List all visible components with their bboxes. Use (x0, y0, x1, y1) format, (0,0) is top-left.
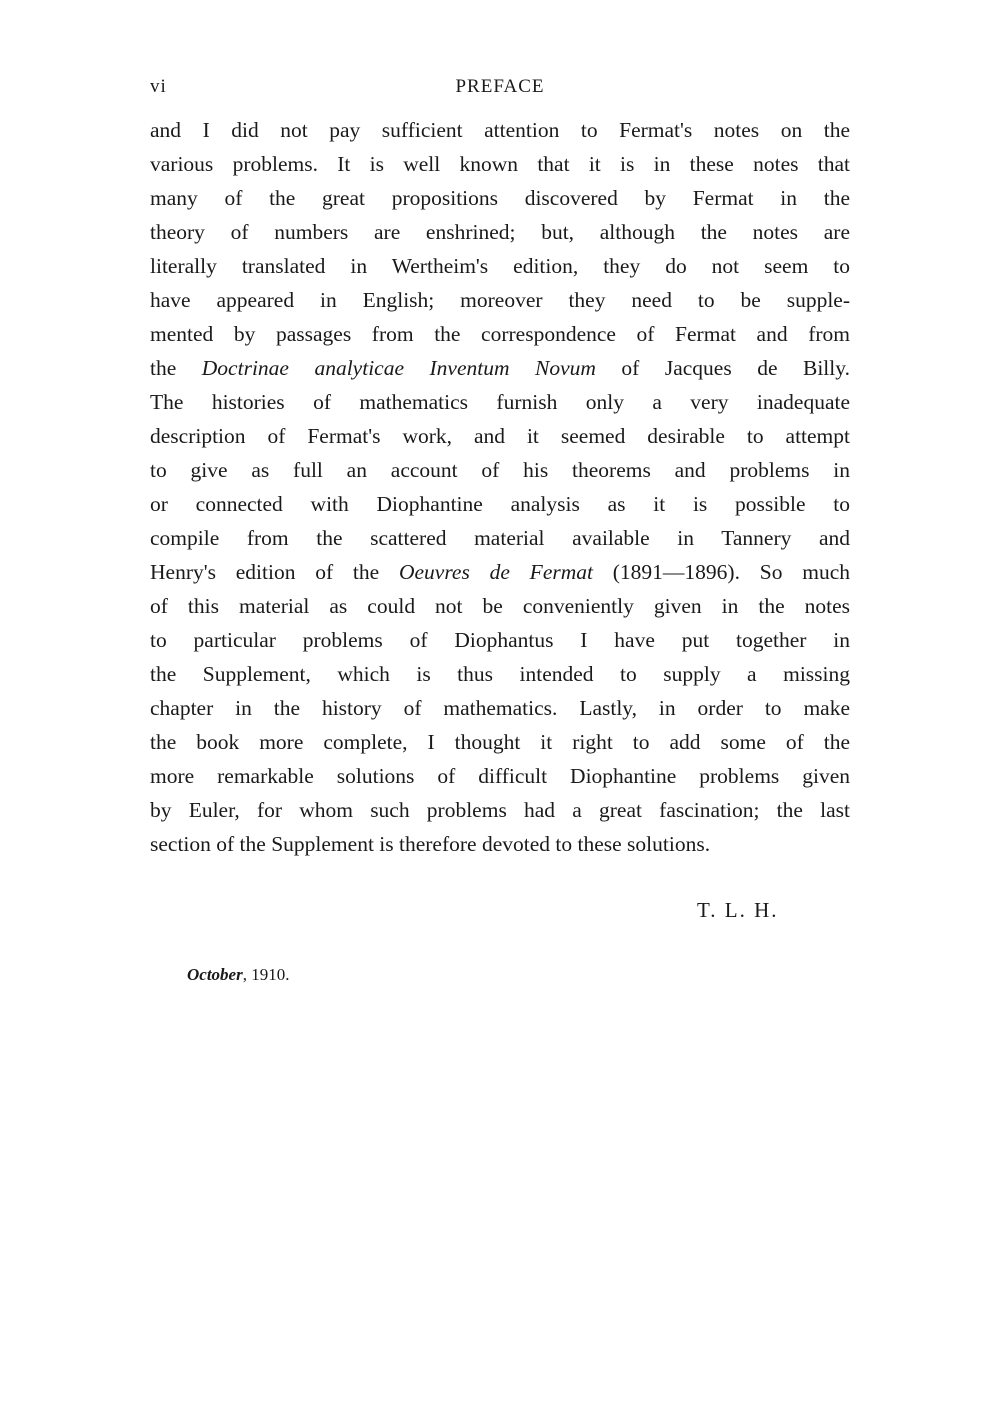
text-line: literally translated in Wertheim's edition, they do not seem to (150, 254, 850, 278)
running-head (150, 76, 850, 100)
text-line: chapter in the history of mathematics. Lastly, in order to make (150, 696, 850, 720)
text-line: mented by passages from the correspondence of Fermat and from (150, 322, 850, 346)
text-line: of this material as could not be conveniently given in the notes (150, 594, 850, 618)
text-line: the Doctrinae analyticae Inventum Novum of Jacques de Billy. (150, 356, 850, 380)
text-line: The histories of mathematics furnish only a very inadequate (150, 390, 850, 414)
text-line: theory of numbers are enshrined; but, although the notes are (150, 220, 850, 244)
text-line: and I did not pay sufficient attention to Fermat's notes on the (150, 118, 850, 142)
text-line: more remarkable solutions of difficult Diophantine problems given (150, 764, 850, 788)
book-title-italic: Doctrinae analyticae Inventum Novum (201, 356, 596, 380)
date-month: October (187, 965, 243, 984)
text-line: section of the Supplement is therefore devoted to these solutions. (150, 832, 711, 856)
text-line: description of Fermat's work, and it seemed desirable to attempt (150, 424, 850, 448)
text-line: or connected with Diophantine analysis as it is possible to (150, 492, 850, 516)
text-line: the book more complete, I thought it right to add some of the (150, 730, 850, 754)
preface-body (150, 113, 850, 861)
preface-date (187, 965, 289, 985)
text-line: many of the great propositions discovered by Fermat in the (150, 186, 850, 210)
date-year: , 1910. (242, 965, 290, 984)
chapter-title: PREFACE (455, 76, 545, 97)
text-line: compile from the scattered material available in Tannery and (150, 526, 850, 550)
text-line: by Euler, for whom such problems had a great fascination; the last (150, 798, 850, 822)
text-line: to give as full an account of his theorems and problems in (150, 458, 850, 482)
text-line: have appeared in English; moreover they need to be supple- (150, 288, 850, 312)
text-line: Henry's edition of the Oeuvres de Fermat (1891—1896). So much (150, 560, 850, 584)
text-line: the Supplement, which is thus intended to supply a missing (150, 662, 850, 686)
author-initials: T. L. H. (697, 898, 779, 922)
page-number: vi (150, 76, 167, 97)
text-line: to particular problems of Diophantus I have put together in (150, 628, 850, 652)
text-line: various problems. It is well known that it is in these notes that (150, 152, 850, 176)
book-title-italic: Oeuvres de Fermat (398, 560, 593, 584)
